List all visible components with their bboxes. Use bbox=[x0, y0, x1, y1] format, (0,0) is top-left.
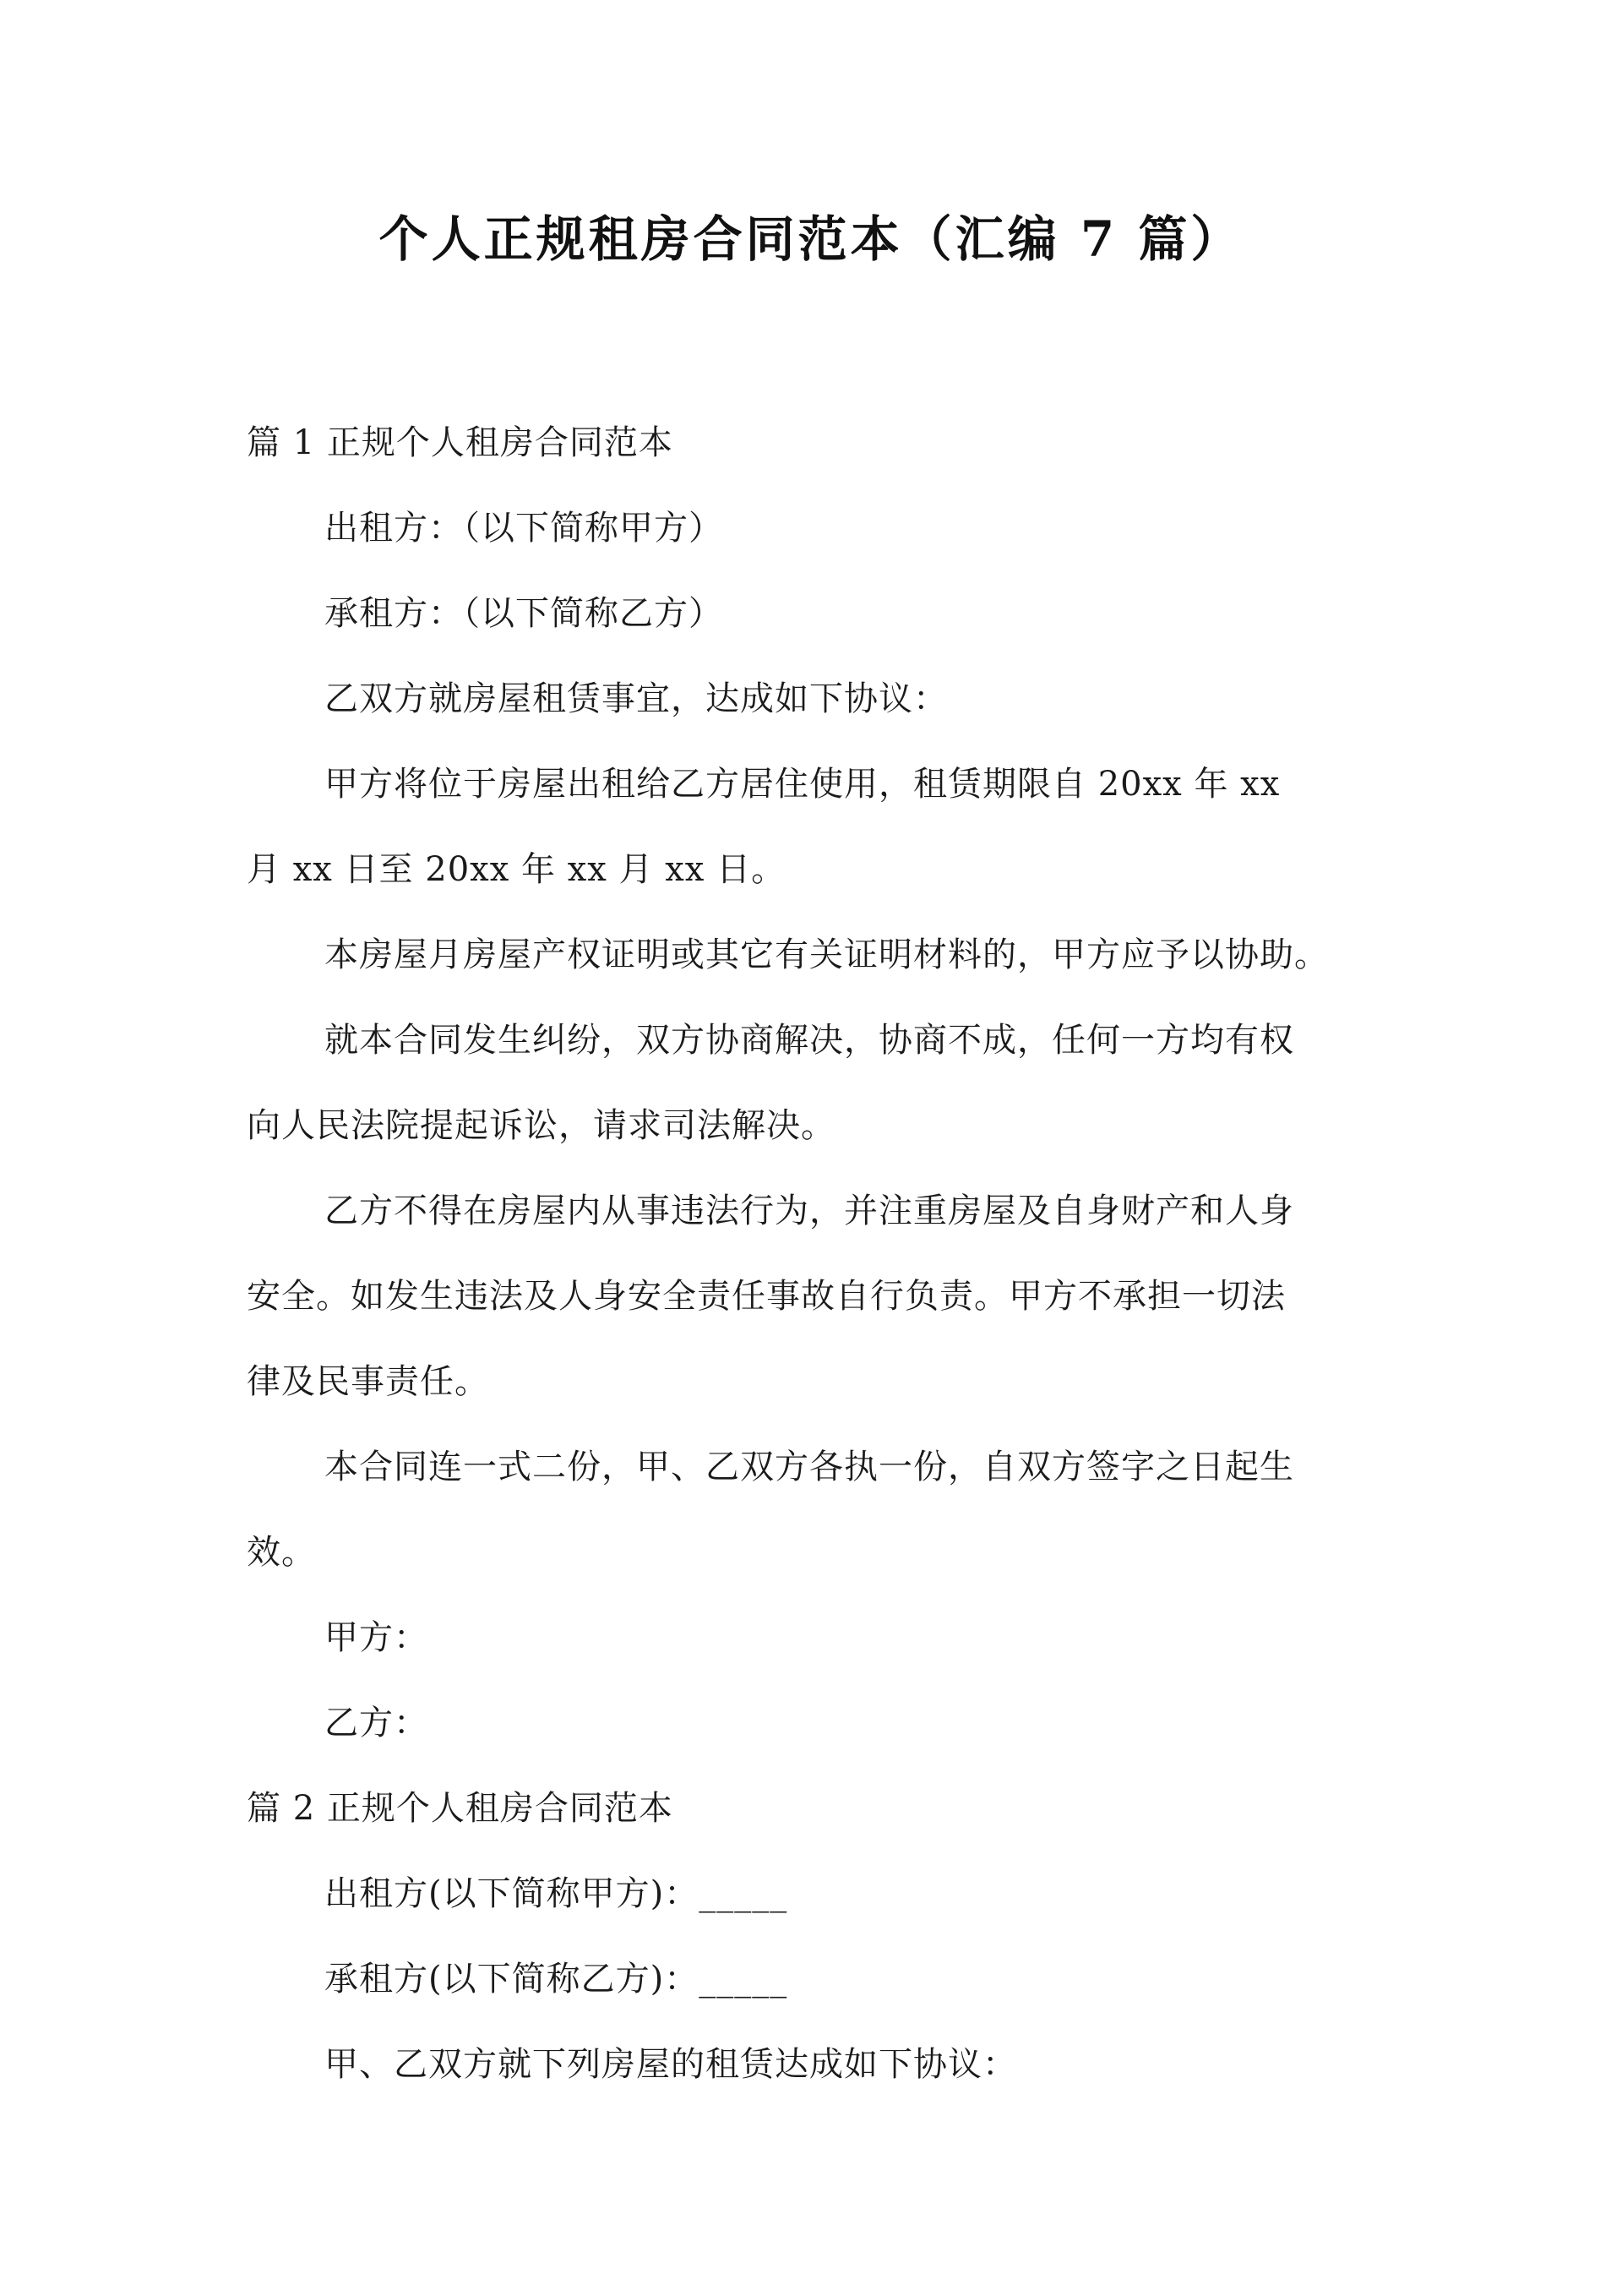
section-heading: 篇 2 正规个人租房合同范本 bbox=[247, 1789, 673, 1828]
paragraph-line: 出租方(以下简称甲方)：_____ bbox=[324, 1874, 788, 1913]
paragraph-line: 本合同连一式二份，甲、乙双方各执一份，自双方签字之日起生 bbox=[324, 1448, 1294, 1486]
paragraph-line: 乙方不得在房屋内从事违法行为，并注重房屋及自身财产和人身 bbox=[324, 1192, 1294, 1230]
paragraph-line: 效。 bbox=[247, 1533, 316, 1572]
paragraph-line: 安全。如发生违法及人身安全责任事故自行负责。甲方不承担一切法 bbox=[247, 1277, 1286, 1316]
paragraph-line: 乙双方就房屋租赁事宜，达成如下协议： bbox=[324, 679, 948, 718]
signature-party-b: 乙方： bbox=[324, 1704, 428, 1742]
paragraph-line: 向人民法院提起诉讼，请求司法解决。 bbox=[247, 1106, 835, 1145]
paragraph-line: 甲、乙双方就下列房屋的租赁达成如下协议： bbox=[324, 2045, 1017, 2084]
paragraph-line: 承租方(以下简称乙方)：_____ bbox=[324, 1960, 788, 1999]
paragraph-line: 承租方：（以下简称乙方） bbox=[324, 594, 723, 633]
paragraph-line: 甲方将位于房屋出租给乙方居住使用，租赁期限自 20xx 年 xx bbox=[324, 765, 1281, 804]
signature-party-a: 甲方： bbox=[324, 1618, 428, 1657]
paragraph-line: 本房屋月房屋产权证明或其它有关证明材料的，甲方应予以协助。 bbox=[324, 935, 1329, 974]
document-title: 个人正规租房合同范本（汇编 7 篇） bbox=[378, 210, 1244, 268]
section-heading: 篇 1 正规个人租房合同范本 bbox=[247, 423, 673, 462]
paragraph-line: 就本合同发生纠纷，双方协商解决，协商不成，任何一方均有权 bbox=[324, 1021, 1294, 1060]
paragraph-line: 月 xx 日至 20xx 年 xx 月 xx 日。 bbox=[247, 850, 787, 889]
document-body bbox=[247, 401, 1404, 2108]
paragraph-line: 律及民事责任。 bbox=[247, 1362, 489, 1401]
paragraph-line: 出租方：（以下简称甲方） bbox=[324, 509, 723, 548]
